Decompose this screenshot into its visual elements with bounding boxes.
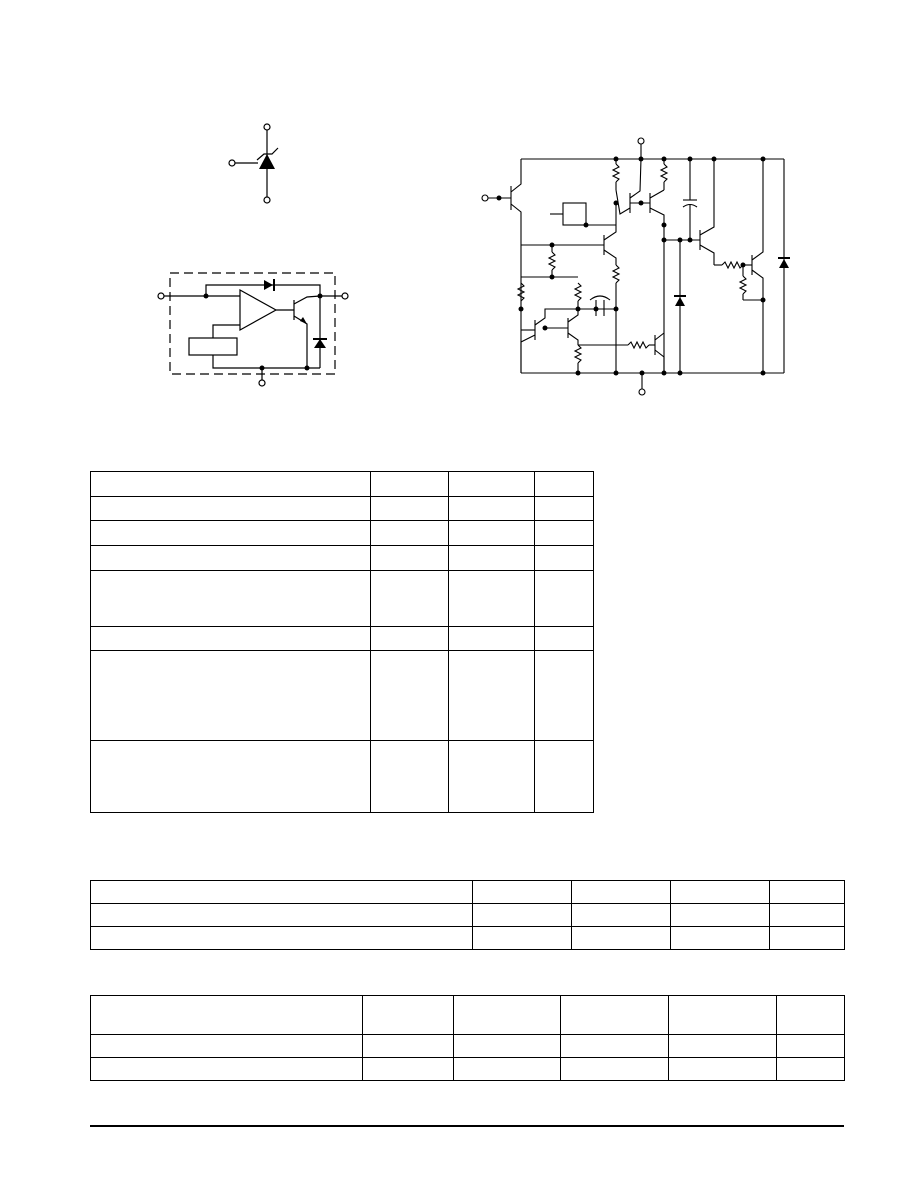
- table-row: [91, 1058, 845, 1081]
- table-row: [91, 521, 594, 546]
- thermal-table: [90, 880, 845, 950]
- table-row: [91, 545, 594, 570]
- table-row: [91, 651, 594, 741]
- table-row: [91, 904, 845, 927]
- block-diagram: [150, 265, 355, 395]
- table-row: [91, 741, 594, 813]
- ratings-table: [90, 471, 594, 813]
- zener-symbol: [222, 118, 286, 208]
- internal-schematic: [475, 132, 795, 398]
- characteristics-table: [90, 995, 845, 1081]
- table-row: [91, 927, 845, 950]
- table-row: [91, 627, 594, 651]
- table-row: [91, 496, 594, 521]
- table-row: [91, 570, 594, 627]
- footer-rule: [90, 1125, 844, 1127]
- table-row: [91, 1035, 845, 1058]
- table-row: [91, 472, 594, 497]
- table-row: [91, 881, 845, 904]
- table-row: [91, 996, 845, 1035]
